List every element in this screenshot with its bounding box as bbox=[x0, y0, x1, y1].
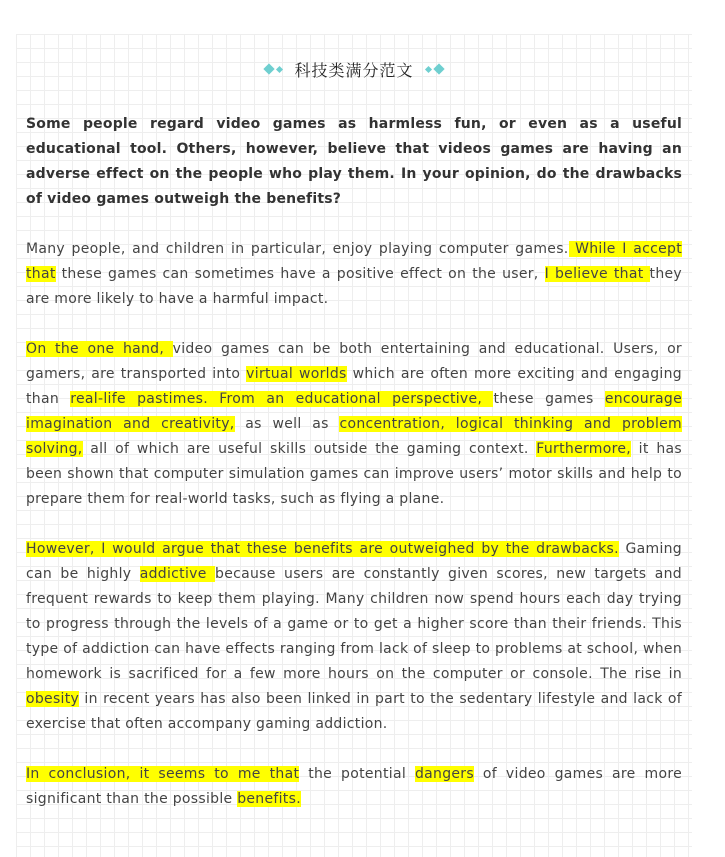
text-segment: these games bbox=[493, 391, 605, 407]
highlighted-phrase: While I accept that bbox=[26, 241, 682, 282]
highlighted-phrase: real-life pastimes. From an educational perspective, bbox=[70, 391, 494, 407]
text-segment: because users are constantly given scores, new targets and frequent rewards to keep them playing. Many children now spend hours each day trying to progress through the levels of a game or to get a higher score than their friends. This type of addiction can have effects ranging from lack of sleep to problems at school, when homework is sacrificed for a few more hours on the computer or console. The rise in bbox=[26, 566, 682, 682]
text-segment: they are more likely to have a harmful impact. bbox=[26, 266, 682, 307]
text-segment: of video games are more significant than the possible bbox=[26, 766, 682, 807]
essay-question: Some people regard video games as harmless fun, or even as a useful educational tool. Others, however, believe that videos games are having an adverse effect on the people who play them. In your opinion, do the drawbacks of video games outweigh the benefits? bbox=[26, 116, 682, 207]
highlighted-phrase: encourage imagination and creativity, bbox=[26, 391, 682, 432]
diamond-right-icon bbox=[426, 62, 443, 76]
highlighted-phrase: On the one hand, bbox=[26, 341, 173, 357]
highlighted-phrase: virtual worlds bbox=[246, 366, 347, 382]
paragraph-conclusion bbox=[26, 762, 682, 812]
text-segment: video games can be both entertaining and educational. Users, or gamers, are transported into bbox=[26, 341, 682, 382]
paragraph-drawbacks bbox=[26, 537, 682, 737]
text-segment: Gaming can be highly bbox=[26, 541, 682, 582]
highlighted-phrase: In conclusion, it seems to me that bbox=[26, 766, 300, 782]
diamond-left-icon bbox=[265, 62, 282, 76]
text-segment: which are often more exciting and engaging than bbox=[26, 366, 682, 407]
highlighted-phrase: However, I would argue that these benefits are outweighed by the drawbacks. bbox=[26, 541, 619, 557]
page-title: 科技类满分范文 bbox=[294, 60, 414, 80]
highlighted-phrase: addictive bbox=[139, 566, 216, 582]
text-segment: Many people, and children in particular, enjoy playing computer games. bbox=[26, 241, 569, 257]
highlighted-phrase: concentration, logical thinking and problem solving, bbox=[26, 416, 682, 457]
text-segment: the potential bbox=[299, 766, 415, 782]
highlighted-phrase: I believe that bbox=[544, 266, 650, 282]
highlighted-phrase: dangers bbox=[414, 766, 474, 782]
highlighted-phrase: benefits. bbox=[237, 791, 301, 807]
text-segment: all of which are useful skills outside the gaming context. bbox=[82, 441, 537, 457]
highlighted-phrase: Furthermore, bbox=[536, 441, 632, 457]
text-segment: these games can sometimes have a positive effect on the user, bbox=[55, 266, 545, 282]
text-segment: it has been shown that computer simulation games can improve users’ motor skills and help to prepare them for real-world tasks, such as flying a plane. bbox=[26, 441, 682, 507]
highlighted-phrase: obesity bbox=[26, 691, 80, 707]
paragraph-intro bbox=[26, 237, 682, 312]
text-segment: as well as bbox=[234, 416, 340, 432]
article bbox=[26, 54, 682, 837]
title-row bbox=[26, 54, 682, 84]
text-segment: in recent years has also been linked in part to the sedentary lifestyle and lack of exercise that often accompany gaming addiction. bbox=[26, 691, 682, 732]
paragraph-benefits bbox=[26, 337, 682, 512]
